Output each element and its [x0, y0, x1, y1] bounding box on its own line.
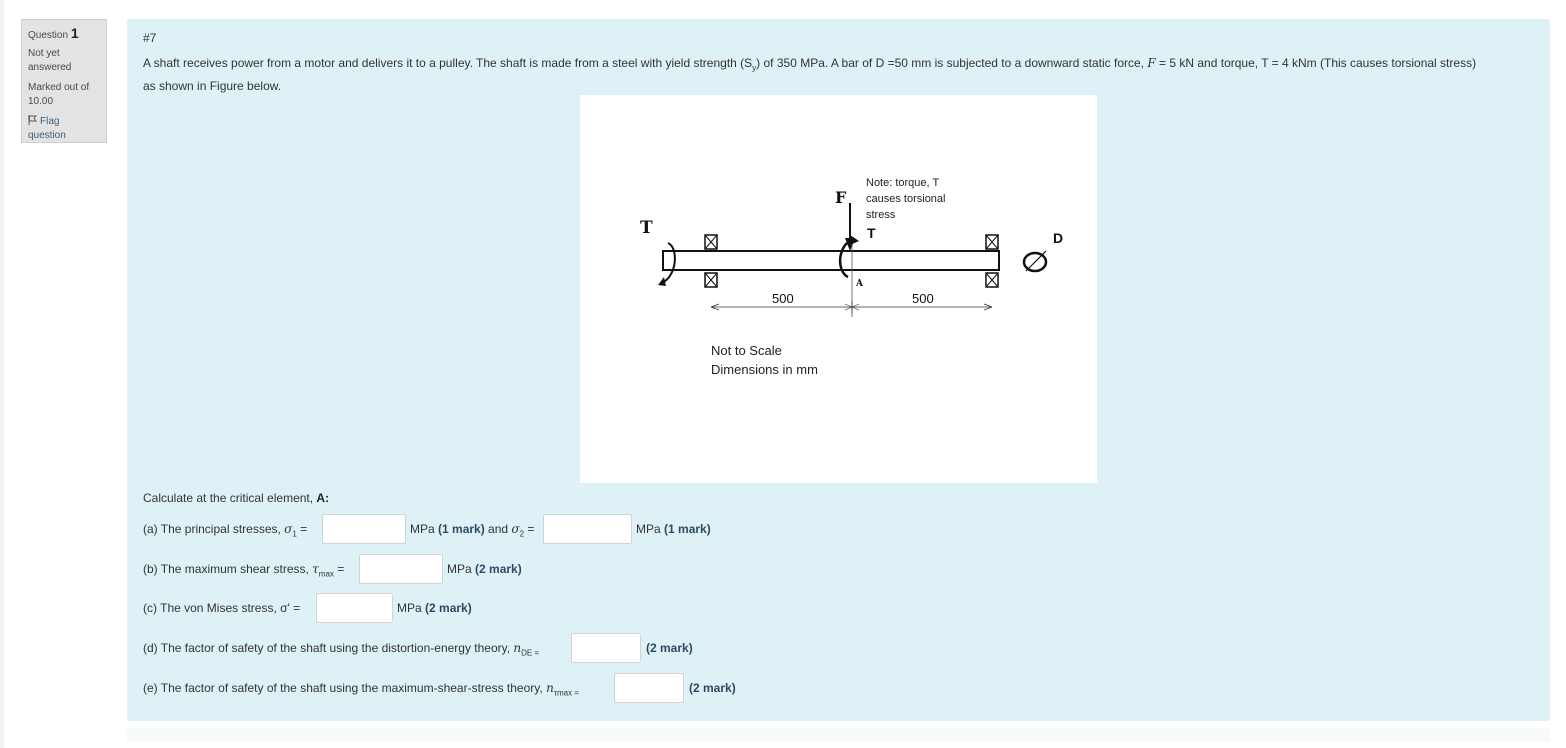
point-a-label: A — [856, 279, 863, 289]
part-e-row — [143, 673, 783, 703]
calc-instruction — [143, 491, 329, 505]
n-de-input[interactable] — [571, 633, 641, 663]
next-panel-edge — [127, 728, 1550, 742]
part-d-row — [143, 633, 743, 663]
note-line-3: stress — [866, 209, 896, 221]
question-text — [143, 54, 1538, 95]
left-bearing — [705, 235, 717, 287]
part-d-label: (d) The factor of safety of the shaft using the distortion-energy theory, $n_{DE =}$ — [143, 641, 540, 658]
shaft-diagram — [580, 95, 1097, 483]
grade-line-1: Marked out of — [28, 82, 90, 93]
part-c-label: (c) The von Mises stress, σ' = — [143, 601, 301, 615]
shaft-figure — [580, 95, 1097, 483]
question-text-part1: A shaft receives power from a motor and delivers it to a pulley. The shaft is made from a steel with yield strength (S — [143, 56, 753, 70]
question-content — [127, 19, 1550, 721]
calc-intro: Calculate at the critical element, — [143, 491, 317, 505]
left-torque-arrow — [658, 243, 675, 286]
part-b-end-text: MPa (2 mark) — [447, 562, 522, 576]
torque-note — [866, 175, 966, 223]
dimension-left: 500 — [772, 291, 794, 306]
part-b-label: (b) The maximum shear stress, $\tau_{max}$ = — [143, 562, 345, 579]
torque-label-left: T — [640, 218, 653, 238]
note-line-2: causes torsional — [866, 193, 946, 205]
diameter-label: D — [1053, 230, 1064, 246]
grade-line-2: 10.00 — [28, 96, 54, 107]
dimension-right: 500 — [912, 291, 934, 306]
force-label: F — [835, 188, 847, 207]
part-e-label: (e) The factor of safety of the shaft using the maximum-shear-stress theory, $n_{\tau max =}$ — [143, 681, 579, 698]
state-line-2: answered — [28, 62, 72, 73]
torque-label-mid: T — [867, 225, 876, 241]
part-c-row — [143, 593, 523, 623]
question-number-line — [28, 26, 100, 43]
part-c-end-text: MPa (2 mark) — [397, 601, 472, 615]
flag-question-link[interactable] — [28, 115, 100, 143]
part-d-mark: (2 mark) — [646, 641, 693, 655]
page-edge — [0, 0, 4, 748]
question-label: Question — [28, 30, 69, 41]
question-state — [28, 47, 100, 75]
right-bearing — [986, 235, 998, 287]
shaft-body — [663, 251, 999, 270]
question-text-line2: as shown in Figure below. — [143, 79, 282, 94]
question-grade — [28, 81, 100, 109]
note-line-1: Note: torque, T — [866, 177, 940, 189]
scale-line-1: Not to Scale — [711, 343, 782, 358]
von-mises-input[interactable] — [316, 593, 393, 623]
question-id: #7 — [143, 31, 157, 45]
part-b-row — [143, 554, 563, 584]
diameter-symbol — [1024, 251, 1046, 271]
sigma2-input[interactable] — [543, 514, 632, 544]
scale-note — [711, 341, 818, 379]
dimension-lines — [711, 301, 992, 313]
part-a-row — [143, 514, 743, 544]
n-tau-max-input[interactable] — [614, 673, 684, 703]
part-a-mid-text: MPa (1 mark) and $\sigma_2$ = — [410, 522, 535, 539]
state-line-1: Not yet — [28, 48, 60, 59]
yield-subscript: y — [752, 63, 757, 73]
part-a-end-text: MPa (1 mark) — [636, 522, 711, 536]
question-number: 1 — [70, 25, 79, 41]
flag-question-label: Flag question — [28, 116, 66, 141]
tau-max-input[interactable] — [359, 554, 443, 584]
scale-line-2: Dimensions in mm — [711, 362, 818, 377]
question-text-part2: ) of 350 MPa. A bar of D =50 mm is subjected to a downward static force, — [756, 56, 1148, 70]
force-symbol: F — [1147, 56, 1156, 70]
sigma1-input[interactable] — [322, 514, 406, 544]
part-e-mark: (2 mark) — [689, 681, 736, 695]
part-a-label: (a) The principal stresses, $\sigma_1$ = — [143, 522, 308, 539]
question-text-part3: = 5 kN and torque, T = 4 kNm (This causes torsional stress) — [1155, 56, 1477, 70]
calc-intro-bold: A: — [316, 491, 330, 505]
question-info-panel — [21, 19, 107, 143]
flag-icon — [28, 115, 37, 125]
